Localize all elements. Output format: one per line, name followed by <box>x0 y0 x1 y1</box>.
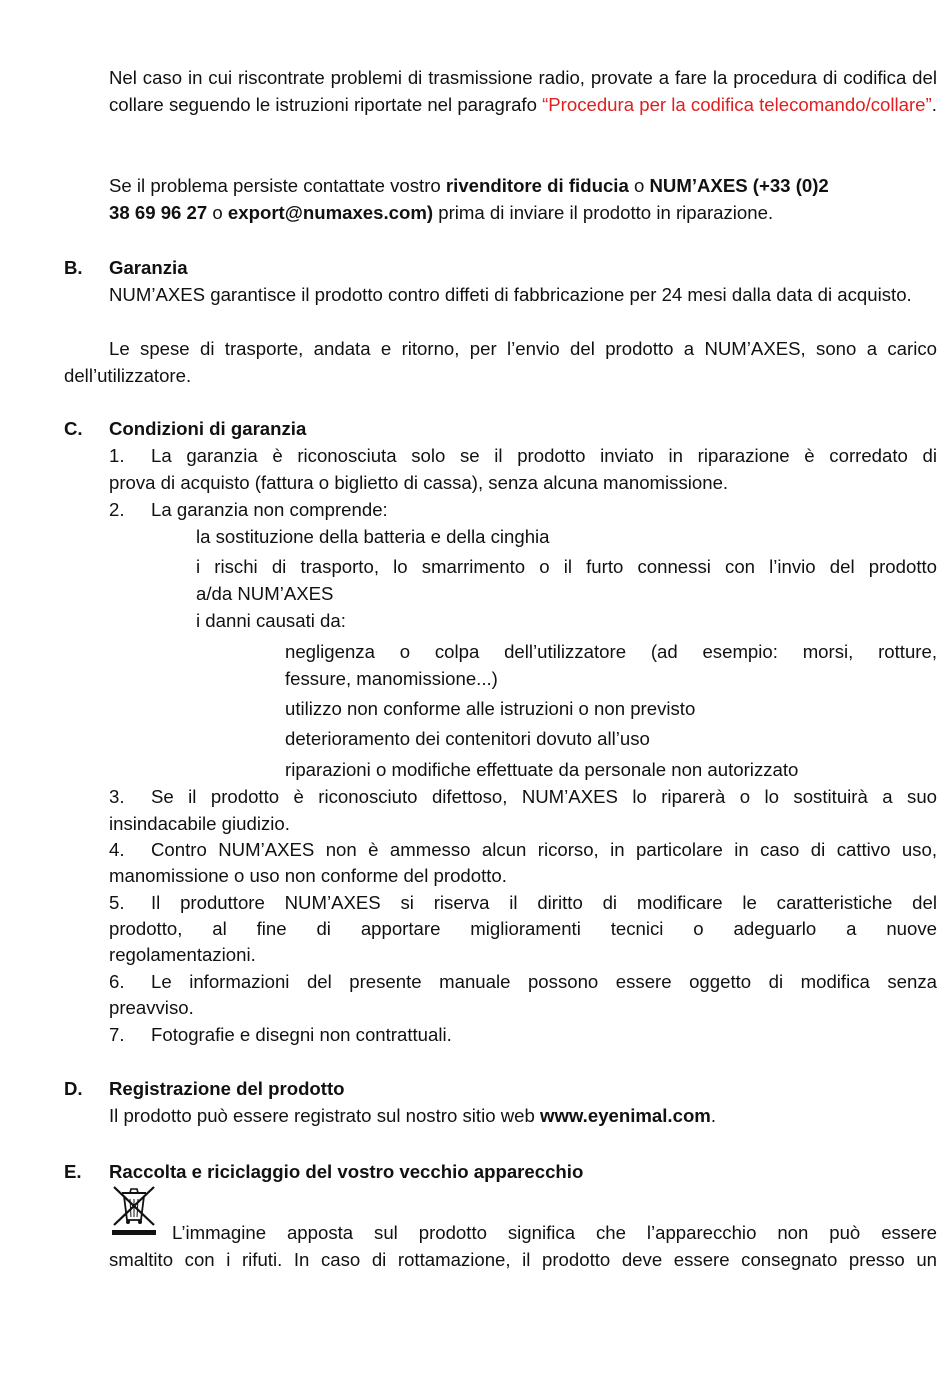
list-item-number: 4. <box>109 839 125 860</box>
contact-or: o <box>628 175 650 196</box>
procedure-reference: “Procedura per la codifica telecomando/collare” <box>542 94 932 115</box>
list-item-number: 3. <box>109 786 125 807</box>
contact-end: prima di inviare il prodotto in riparazione. <box>433 202 774 223</box>
intro-paragraph-2 <box>109 172 937 199</box>
weee-crossed-bin-icon <box>109 1184 159 1236</box>
list-item-continuation: insindacabile giudizio. <box>109 813 290 834</box>
list-item-continuation: manomissione o uso non conforme del prodotto. <box>109 865 507 886</box>
section-e-line-2: smaltito con i rifuti. In caso di rottamazione, il prodotto deve essere consegnato presso un <box>109 1249 937 1270</box>
list-item-continuation: preavviso. <box>109 997 194 1018</box>
dealer-label: rivenditore di fiducia <box>445 175 629 196</box>
intro-text: Nel caso in cui riscontrate problemi di trasmissione radio, provate a fare la procedura di codifica del collare seguendo le istruzioni riportate nel paragrafo <box>109 67 937 115</box>
damage-item: riparazioni o modifiche effettuate da personale non autorizzato <box>285 759 799 780</box>
list-item: Fotografie e disegni non contrattuali. <box>151 1024 452 1045</box>
list-item-continuation: prova di acquisto (fattura o biglietto di cassa), senza alcuna manomissione. <box>109 472 729 493</box>
list-item: La garanzia non comprende: <box>151 499 388 520</box>
exclusion-item: i rischi di trasporto, lo smarrimento o il furto connessi con l’invio del prodotto <box>196 556 937 577</box>
contact-text: Se il problema persiste contattate vostro <box>109 175 446 196</box>
contact-line-1 <box>109 172 937 199</box>
contact-email: export@numaxes.com) <box>227 202 434 223</box>
phone-tail: 38 69 96 27 <box>109 202 208 223</box>
list-item: Il produttore NUM’AXES si riserva il diritto di modificare le caratteristiche del <box>151 892 937 913</box>
list-item-number: 7. <box>109 1024 125 1045</box>
contact-or-2: o <box>207 202 228 223</box>
list-item: Le informazioni del presente manuale possono essere oggetto di modifica senza <box>151 971 937 992</box>
exclusion-item: la sostituzione della batteria e della cinghia <box>196 526 550 547</box>
list-item: La garanzia è riconosciuta solo se il prodotto inviato in riparazione è corredato di <box>151 445 937 466</box>
numaxes-phone: NUM’AXES (+33 (0)2 <box>649 175 829 196</box>
section-b-paragraph-2: Le spese di trasporte, andata e ritorno, per l’envio del prodotto a NUM’AXES, sono a carico dell’utilizzatore. <box>64 338 937 386</box>
section-e-letter: E. <box>64 1161 82 1182</box>
intro-end: . <box>931 94 937 115</box>
list-item-number: 5. <box>109 892 125 913</box>
contact-line-2 <box>109 199 773 226</box>
list-item: Se il prodotto è riconosciuto difettoso, NUM’AXES lo riparerà o lo sostituirà a suo <box>151 786 937 807</box>
section-d-text <box>109 1102 716 1129</box>
registration-text: Il prodotto può essere registrato sul nostro sitio web <box>109 1105 540 1126</box>
list-item-number: 1. <box>109 445 125 466</box>
damage-item: negligenza o colpa dell’utilizzatore (ad esempio: morsi, rotture, <box>285 641 937 662</box>
list-item: Contro NUM’AXES non è ammesso alcun ricorso, in particolare in caso di cattivo uso, <box>151 839 937 860</box>
exclusion-item-continuation: a/da NUM’AXES <box>196 583 334 604</box>
section-b-paragraph-1: NUM’AXES garantisce il prodotto contro diffeti di fabbricazione per 24 mesi dalla data di acquisto. <box>109 284 912 305</box>
section-c-title: Condizioni di garanzia <box>109 418 307 439</box>
list-item-number: 2. <box>109 499 125 520</box>
section-c-letter: C. <box>64 418 83 439</box>
intro-paragraph-1 <box>109 64 937 118</box>
damage-item-continuation: fessure, manomissione...) <box>285 668 498 689</box>
damage-item: deterioramento dei contenitori dovuto all’uso <box>285 728 650 749</box>
list-item-number: 6. <box>109 971 125 992</box>
section-e-line-1: L’immagine apposta sul prodotto significa che l’apparecchio non può essere <box>172 1222 937 1243</box>
website-link[interactable]: www.eyenimal.com <box>539 1105 711 1126</box>
list-item-continuation: regolamentazioni. <box>109 944 256 965</box>
section-e-title: Raccolta e riciclaggio del vostro vecchio apparecchio <box>109 1161 584 1182</box>
section-d-letter: D. <box>64 1078 83 1099</box>
section-d-title: Registrazione del prodotto <box>109 1078 345 1099</box>
registration-end: . <box>710 1105 717 1126</box>
section-b-letter: B. <box>64 257 83 278</box>
list-item-continuation: prodotto, al fine di apportare miglioramenti tecnici o adeguarlo a nuove <box>109 918 937 939</box>
damage-item: utilizzo non conforme alle istruzioni o non previsto <box>285 698 696 719</box>
section-b-title: Garanzia <box>109 257 188 278</box>
exclusion-item: i danni causati da: <box>196 610 346 631</box>
